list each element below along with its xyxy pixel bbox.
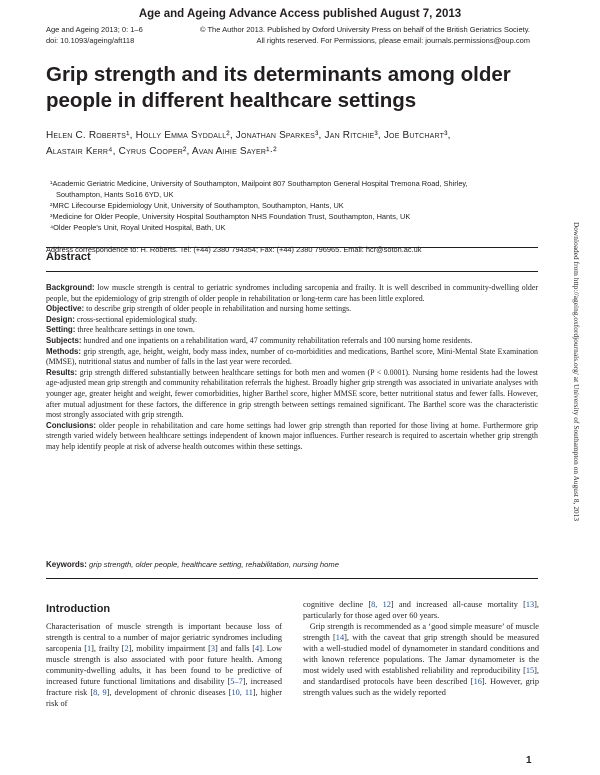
keywords-list: grip strength, older people, healthcare setting, rehabilitation, nursing home [86,560,339,569]
copyright-notice [200,24,530,46]
abstract-heading-rule [46,271,538,272]
article-title: Grip strength and its determinants among older people in different healthcare settings [46,63,511,112]
correspondence: Address correspondence to: H. Roberts. Tel: (+44) 2380 794354; Fax: (+44) 2380 796965. Email: hcr@soton.ac.uk [46,245,422,254]
abstract-background: Background: low muscle strength is central to geriatric syndromes including sarcopenia and frailty. It is well described in community-dwelling older people, but the epidemiology of grip strength of older people in rehabilitation or long-term care has been little explored. [46,283,538,303]
download-note-text[interactable]: Downloaded from http://ageing.oxfordjournals.org/ at University of Southampton on August 8, 2013 [572,222,580,522]
author-list [46,128,516,160]
affiliations [46,178,536,233]
affiliation: ⁴Older People's Unit, Royal United Hospital, Bath, UK [50,223,226,232]
journal-citation [46,24,143,46]
affiliation: ¹Academic Geriatric Medicine, University of Southampton, Mailpoint 807 Southampton General Hospital Tremona Road, Shirley, [50,179,468,188]
advance-access-banner: Age and Ageing Advance Access published August 7, 2013 [138,8,462,20]
abstract-top-rule [46,247,538,248]
abstract-body [46,283,538,453]
author-line: Alastair Kerr⁴, Cyrus Cooper², Avan Aihie Sayer¹·² [46,146,277,157]
affiliation: ³Medicine for Older People, University Hospital Southampton NHS Foundation Trust, Southampton, Hants, UK [50,212,411,221]
body-column-right: cognitive decline [8, 12] and increased all-cause mortality [13], particularly for those aged over 60 years. Grip strength is recommended as a ‘good simple measure’ of muscle strength [14], with the caveat that grip strength should be measured with a well-studied model of dynamometer in standard conditions and with known reference populations. The Jamar dynamometer is the most widely used with established reliability and reproducibility [15], and standardised protocols have been described [16]. However, grip strength values such as the widely reported [303,600,539,697]
abstract-methods: Methods: grip strength, age, height, weight, body mass index, number of co-morbidities and medications, Barthel score, Mini-Mental State Examination (MMSE), nutritional status and number of falls in the last year were recorded. [46,346,538,367]
abstract-objective: Objective: to describe grip strength of older people in rehabilitation and nursing home settings. [46,304,352,314]
abstract-design: Design: cross-sectional epidemiological study. [46,314,198,324]
abstract-setting: Setting: three healthcare settings in one town. [46,325,195,335]
keywords-label: Keywords: [46,560,87,569]
page-number: 1 [526,755,532,766]
abstract-conclusions: Conclusions: older people in rehabilitation and care home settings had lower grip strength than reported for those living at home. Furthermore grip strength varied widely between healthcare settings independent of known major influences. Further research is required to ascertain whether grip strength may help identify people at risk of adverse health outcomes within these settings. [46,420,538,451]
journal-line: Age and Ageing 2013; 0: 1–6 [46,25,143,34]
download-side-note [568,222,583,552]
abstract-subjects: Subjects: hundred and one inpatients on a rehabilitation ward, 47 community rehabilitation referrals and 100 nursing home residents. [46,335,473,345]
keywords-rule [46,578,538,579]
introduction-heading: Introduction [46,603,111,615]
keywords [46,560,538,569]
permissions-line: All rights reserved. For Permissions, please email: journals.permissions@oup.com [256,36,530,45]
abstract-results: Results: grip strength differed substantially between healthcare settings for both men and women (P < 0.0001). Nursing home residents had the lowest age-adjusted mean grip strength and community rehabilitation referrals the highest. Broadly higher grip strength was associated in univariate analyses with younger age, greater height and weight, fewer comorbidities, higher Barthel score, higher MMSE score, better nutritional status and fewer falls. However, after mutual adjustment for these factors, the difference in grip strength between settings remained significant. The Barthel score was the characteristic most strongly associated with grip strength. [46,367,538,420]
affiliation: Southampton, Hants So16 6YD, UK [56,190,174,199]
body-column-left: Characterisation of muscle strength is important because loss of strength is central to a number of major geriatric syndromes including sarcopenia [1], frailty [2], mobility impairment [3] and falls [4]. Low muscle strength is also associated with poor future health. Among community-dwelling adults, it has been found to be predictive of increased future functional limitations and disability [5–7], increased fracture risk [8, 9], development of chronic diseases [10, 11], higher risk of [46,622,282,708]
doi-line[interactable]: doi: 10.1093/ageing/aft118 [46,36,135,45]
author-line: Helen C. Roberts¹, Holly Emma Syddall², Jonathan Sparkes³, Jan Ritchie³, Joe Butchart³, [46,130,451,141]
abstract-heading: Abstract [46,251,91,263]
copyright-line: © The Author 2013. Published by Oxford University Press on behalf of the British Geriatrics Society. [200,25,530,34]
affiliation: ²MRC Lifecourse Epidemiology Unit, University of Southampton, Southampton, Hants, UK [50,201,344,210]
